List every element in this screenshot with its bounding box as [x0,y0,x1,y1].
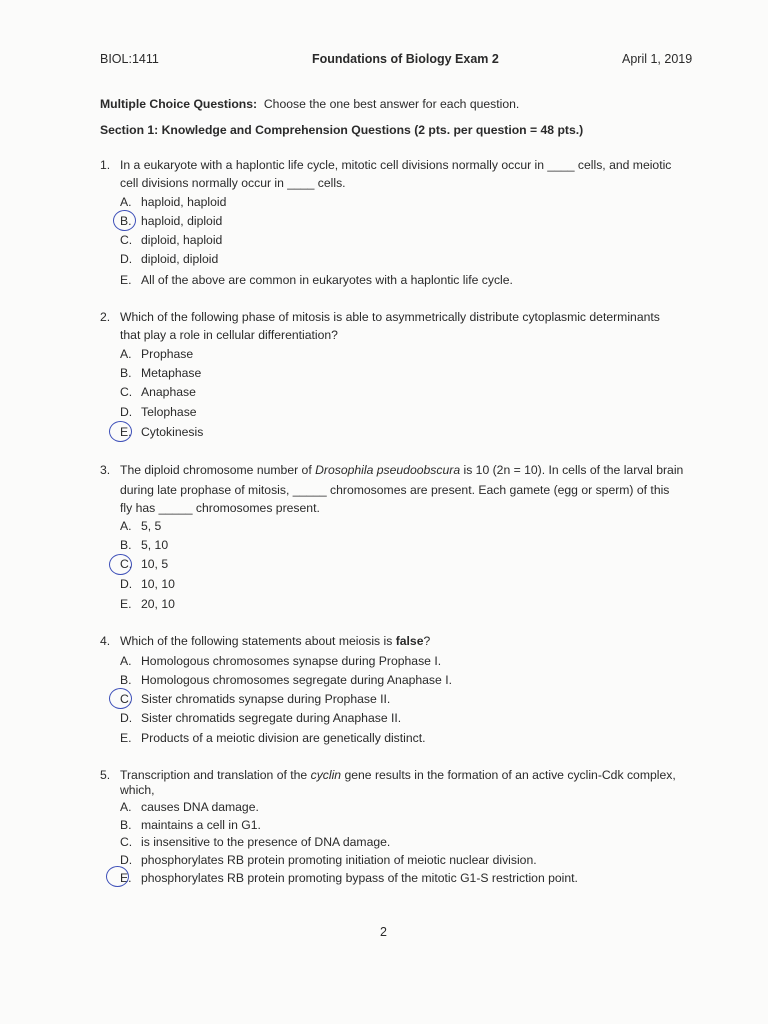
option-a[interactable]: A. haploid, haploid [120,195,227,209]
question-stem: 3. The diploid chromosome number of Drosophila pseudoobscura is 10 (2n = 10). In cells of the larval brain [100,463,684,477]
question-text-cont: during late prophase of mitosis, _____ chromosomes are present. Each gamete (egg or sperm) of this [120,483,670,497]
question-text-cont: cell divisions normally occur in ____ cells. [120,176,346,190]
option-a[interactable]: A. Homologous chromosomes synapse during Prophase I. [120,654,442,668]
exam-title: Foundations of Biology Exam 2 [312,52,499,66]
option-c[interactable]: C. diploid, haploid [120,233,223,247]
question-stem [100,310,660,324]
option-e[interactable]: E. All of the above are common in eukaryotes with a haplontic life cycle. [120,273,513,287]
question-stem: 5. Transcription and translation of the cyclin gene results in the formation of an active cyclin-Cdk complex, [100,768,676,782]
emphasis-false: false [395,634,424,648]
answer-circle-e [106,866,129,887]
gene-name: cyclin [310,768,342,782]
instructions-text: Choose the one best answer for each question. [263,97,520,111]
question-number: 4. [100,634,111,648]
option-d[interactable]: D. Sister chromatids segregate during Anaphase II. [120,711,402,725]
option-e[interactable]: E. 20, 10 [120,597,175,611]
question-number: 3. [100,463,111,477]
option-a[interactable]: A. causes DNA damage. [120,800,259,814]
option-a[interactable]: A. 5, 5 [120,519,162,533]
option-d[interactable]: D. phosphorylates RB protein promoting initiation of meiotic nuclear division. [120,853,537,867]
answer-circle-c [109,688,132,709]
option-e[interactable]: E. Cytokinesis [120,425,204,439]
option-b[interactable]: B. maintains a cell in G1. [120,818,261,832]
question-number: 5. [100,768,111,782]
question-stem [100,158,671,172]
species-name: Drosophila pseudoobscura [315,463,461,477]
course-code: BIOL:1411 [100,52,159,66]
answer-circle-b [113,210,136,231]
page-number: 2 [380,925,387,939]
question-stem: 4. Which of the following statements about meiosis is false? [100,634,431,648]
option-b[interactable]: B. Metaphase [120,366,202,380]
option-c[interactable]: C. 10, 5 [120,557,169,571]
section-heading: Section 1: Knowledge and Comprehension Questions (2 pts. per question = 48 pts.) [100,123,584,137]
question-number: 2. [100,310,111,324]
option-d[interactable]: D. Telophase [120,405,197,419]
option-c[interactable]: C. Anaphase [120,385,196,399]
question-text: In a eukaryote with a haplontic life cycle, mitotic cell divisions normally occur in ____ cells, and meiotic [120,158,672,172]
instructions [100,97,519,111]
option-b[interactable]: B. haploid, diploid [120,214,223,228]
question-text-cont: that play a role in cellular differentiation? [120,328,338,342]
question-text: Which of the following phase of mitosis is able to asymmetrically distribute cytoplasmic determinants [120,310,660,324]
option-b[interactable]: B. Homologous chromosomes segregate during Anaphase I. [120,673,452,687]
option-e[interactable]: E. Products of a meiotic division are genetically distinct. [120,731,426,745]
question-text-cont: which, [120,783,155,797]
instructions-label: Multiple Choice Questions: [100,97,258,111]
question-number: 1. [100,158,111,172]
question-text-cont: fly has _____ chromosomes present. [120,501,320,515]
answer-circle-e [109,421,132,442]
option-e[interactable]: E. phosphorylates RB protein promoting bypass of the mitotic G1-S restriction point. [120,871,578,885]
option-a[interactable]: A. Prophase [120,347,194,361]
answer-circle-c [109,554,132,575]
option-c[interactable]: C. is insensitive to the presence of DNA damage. [120,835,391,849]
option-b[interactable]: B. 5, 10 [120,538,169,552]
exam-date: April 1, 2019 [622,52,693,66]
option-d[interactable]: D. diploid, diploid [120,252,219,266]
option-d[interactable]: D. 10, 10 [120,577,175,591]
option-c[interactable]: C. Sister chromatids synapse during Prophase II. [120,692,391,706]
